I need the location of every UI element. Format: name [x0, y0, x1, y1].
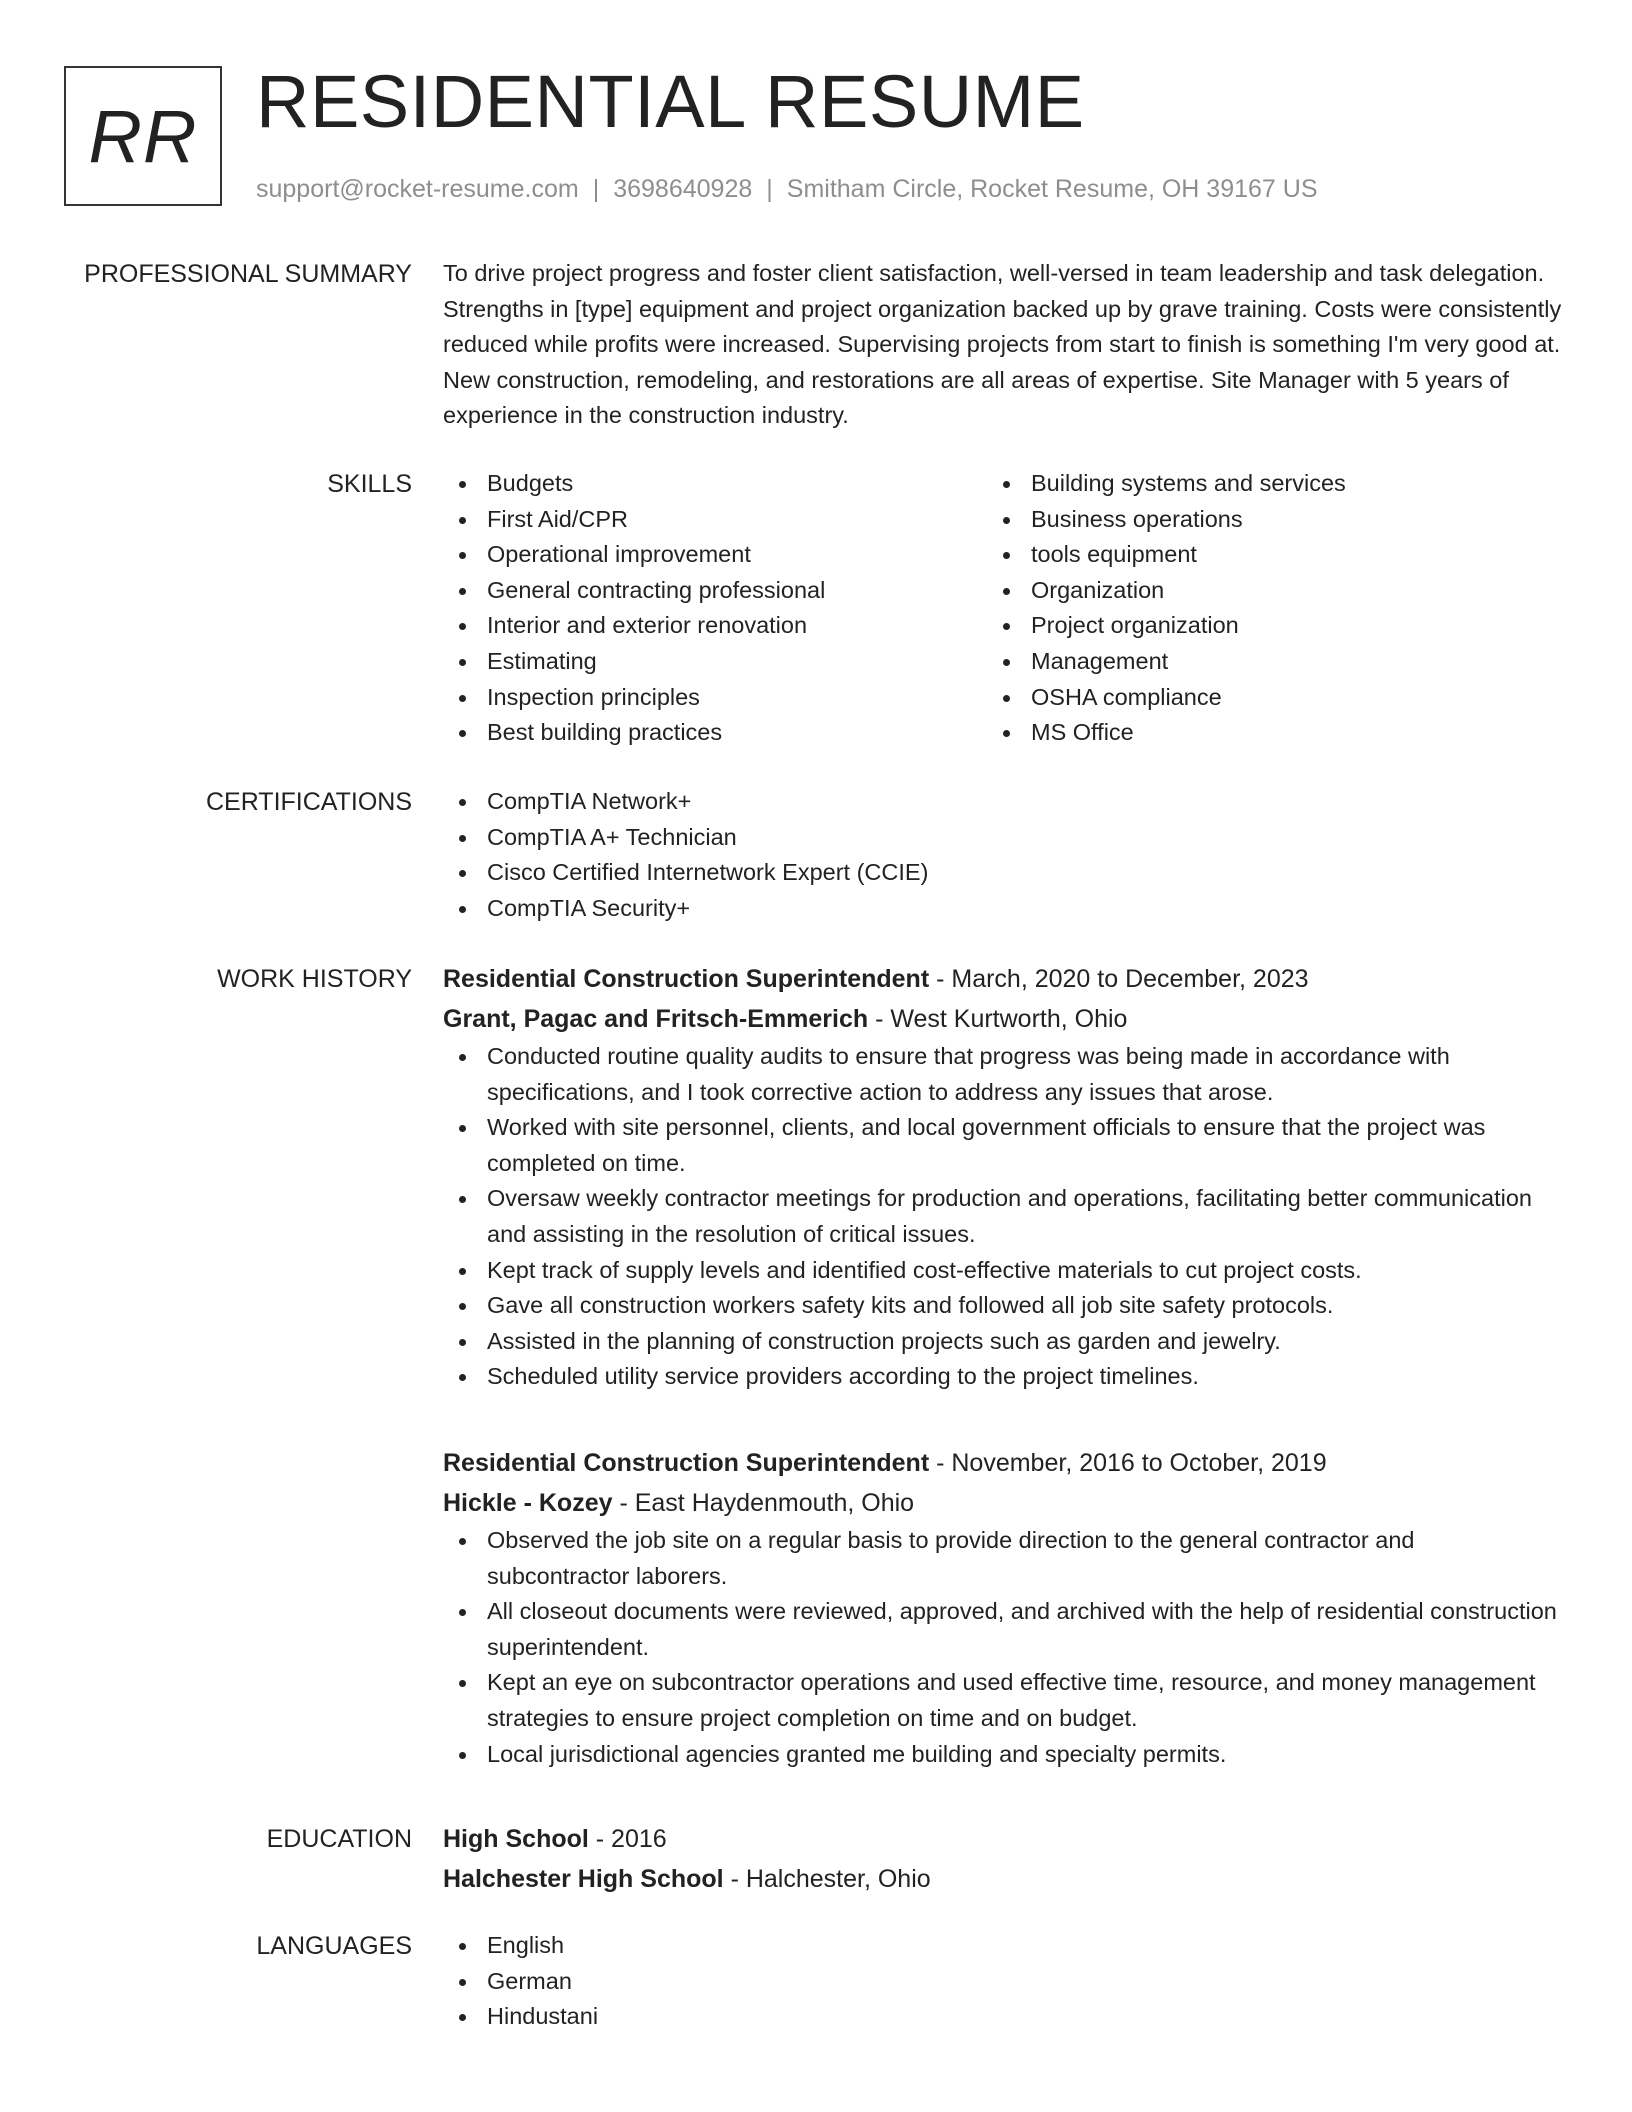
section-label-skills: SKILLS: [327, 470, 412, 498]
job-title-line: [443, 1443, 1563, 1483]
contact-email: support@rocket-resume.com: [256, 175, 579, 203]
job-duty-item: Assisted in the planning of construction projects such as garden and jewelry.: [443, 1324, 1563, 1360]
job-duty-item: Conducted routine quality audits to ensure that progress was being made in accordance with specifications, and I took corrective action to address any issues that arose.: [443, 1039, 1563, 1110]
monogram-logo: [64, 66, 222, 206]
job-title: Residential Construction Superintendent: [443, 1449, 930, 1477]
skill-item: First Aid/CPR: [443, 502, 987, 538]
language-item: German: [443, 1964, 1563, 2000]
education-school-line: [443, 1859, 1563, 1899]
job-duties-list: [443, 1523, 1563, 1772]
skill-item: Budgets: [443, 466, 987, 502]
education-degree-line: [443, 1819, 1563, 1859]
education-location: - Halchester, Ohio: [723, 1865, 931, 1893]
skill-item: Best building practices: [443, 715, 987, 751]
languages-section: [443, 1928, 1563, 2035]
skill-item: Estimating: [443, 644, 987, 680]
certification-item: CompTIA A+ Technician: [443, 820, 1563, 856]
job-title: Residential Construction Superintendent: [443, 965, 930, 993]
job-location: - East Haydenmouth, Ohio: [612, 1489, 915, 1517]
contact-phone: 3698640928: [613, 175, 753, 203]
contact-address: Smitham Circle, Rocket Resume, OH 39167 US: [786, 175, 1318, 203]
contact-separator: |: [592, 175, 600, 203]
job-company-line: [443, 999, 1563, 1039]
education-year: - 2016: [588, 1825, 667, 1853]
skills-list-right: [987, 466, 1531, 751]
skills-list-left: [443, 466, 987, 751]
skill-item: tools equipment: [987, 537, 1531, 573]
job-entry: [443, 959, 1563, 1395]
job-entry: [443, 1443, 1563, 1772]
job-duty-item: Scheduled utility service providers according to the project timelines.: [443, 1359, 1563, 1395]
summary-section: [443, 256, 1563, 434]
monogram-text: RR: [88, 94, 198, 178]
section-label-education: EDUCATION: [266, 1825, 412, 1853]
job-duty-item: Gave all construction workers safety kits and followed all job site safety protocols.: [443, 1288, 1563, 1324]
job-company: Hickle - Kozey: [443, 1489, 613, 1517]
section-label-languages: LANGUAGES: [256, 1932, 412, 1960]
job-company: Grant, Pagac and Fritsch-Emmerich: [443, 1005, 869, 1033]
section-label-summary: PROFESSIONAL SUMMARY: [84, 260, 412, 288]
job-location: - West Kurtworth, Ohio: [868, 1005, 1128, 1033]
education-degree: High School: [443, 1825, 589, 1853]
section-label-certifications: CERTIFICATIONS: [205, 788, 412, 816]
skill-item: Inspection principles: [443, 680, 987, 716]
skill-item: Operational improvement: [443, 537, 987, 573]
job-title-line: [443, 959, 1563, 999]
job-duty-item: Kept track of supply levels and identified cost-effective materials to cut project costs.: [443, 1253, 1563, 1289]
contact-line: [256, 173, 1318, 205]
job-duty-item: Local jurisdictional agencies granted me building and specialty permits.: [443, 1737, 1563, 1773]
certification-item: CompTIA Network+: [443, 784, 1563, 820]
job-dates: - November, 2016 to October, 2019: [929, 1449, 1327, 1477]
skill-item: OSHA compliance: [987, 680, 1531, 716]
job-company-line: [443, 1483, 1563, 1523]
job-duty-item: Worked with site personnel, clients, and local government officials to ensure that the project was completed on time.: [443, 1110, 1563, 1181]
skill-item: Organization: [987, 573, 1531, 609]
skill-item: Interior and exterior renovation: [443, 608, 987, 644]
education-section: [443, 1819, 1563, 1899]
section-label-work-history: WORK HISTORY: [217, 965, 412, 993]
skill-item: MS Office: [987, 715, 1531, 751]
skill-item: Business operations: [987, 502, 1531, 538]
language-item: Hindustani: [443, 1999, 1563, 2035]
certification-item: CompTIA Security+: [443, 891, 1563, 927]
certifications-section: [443, 784, 1563, 926]
job-duty-item: Kept an eye on subcontractor operations and used effective time, resource, and money management strategies to ensure project completion on time and on budget.: [443, 1665, 1563, 1736]
skill-item: Management: [987, 644, 1531, 680]
summary-text: To drive project progress and foster client satisfaction, well-versed in team leadership and task delegation. Strengths in [type] equipment and project organization backed up by grave training. Costs were consistently reduced while profits were increased. Supervising projects from start to finish is something I'm very good at. New construction, remodeling, and restorations are all areas of expertise. Site Manager with 5 years of experience in the construction industry.: [443, 260, 1562, 429]
skill-item: Project organization: [987, 608, 1531, 644]
contact-separator: |: [766, 175, 773, 203]
skill-item: Building systems and services: [987, 466, 1531, 502]
skills-section: [443, 466, 1563, 751]
education-school: Halchester High School: [443, 1865, 724, 1893]
certifications-list: [443, 784, 1563, 926]
languages-list: [443, 1928, 1563, 2035]
job-duty-item: Observed the job site on a regular basis to provide direction to the general contractor and subcontractor laborers.: [443, 1523, 1563, 1594]
language-item: English: [443, 1928, 1563, 1964]
job-duty-item: Oversaw weekly contractor meetings for production and operations, facilitating better communication and assisting in the resolution of critical issues.: [443, 1181, 1563, 1252]
resume-title: RESIDENTIAL RESUME: [256, 60, 1085, 143]
job-duties-list: [443, 1039, 1563, 1395]
job-dates: - March, 2020 to December, 2023: [929, 965, 1309, 993]
skill-item: General contracting professional: [443, 573, 987, 609]
job-duty-item: All closeout documents were reviewed, approved, and archived with the help of residential construction superintendent.: [443, 1594, 1563, 1665]
certification-item: Cisco Certified Internetwork Expert (CCIE): [443, 855, 1563, 891]
